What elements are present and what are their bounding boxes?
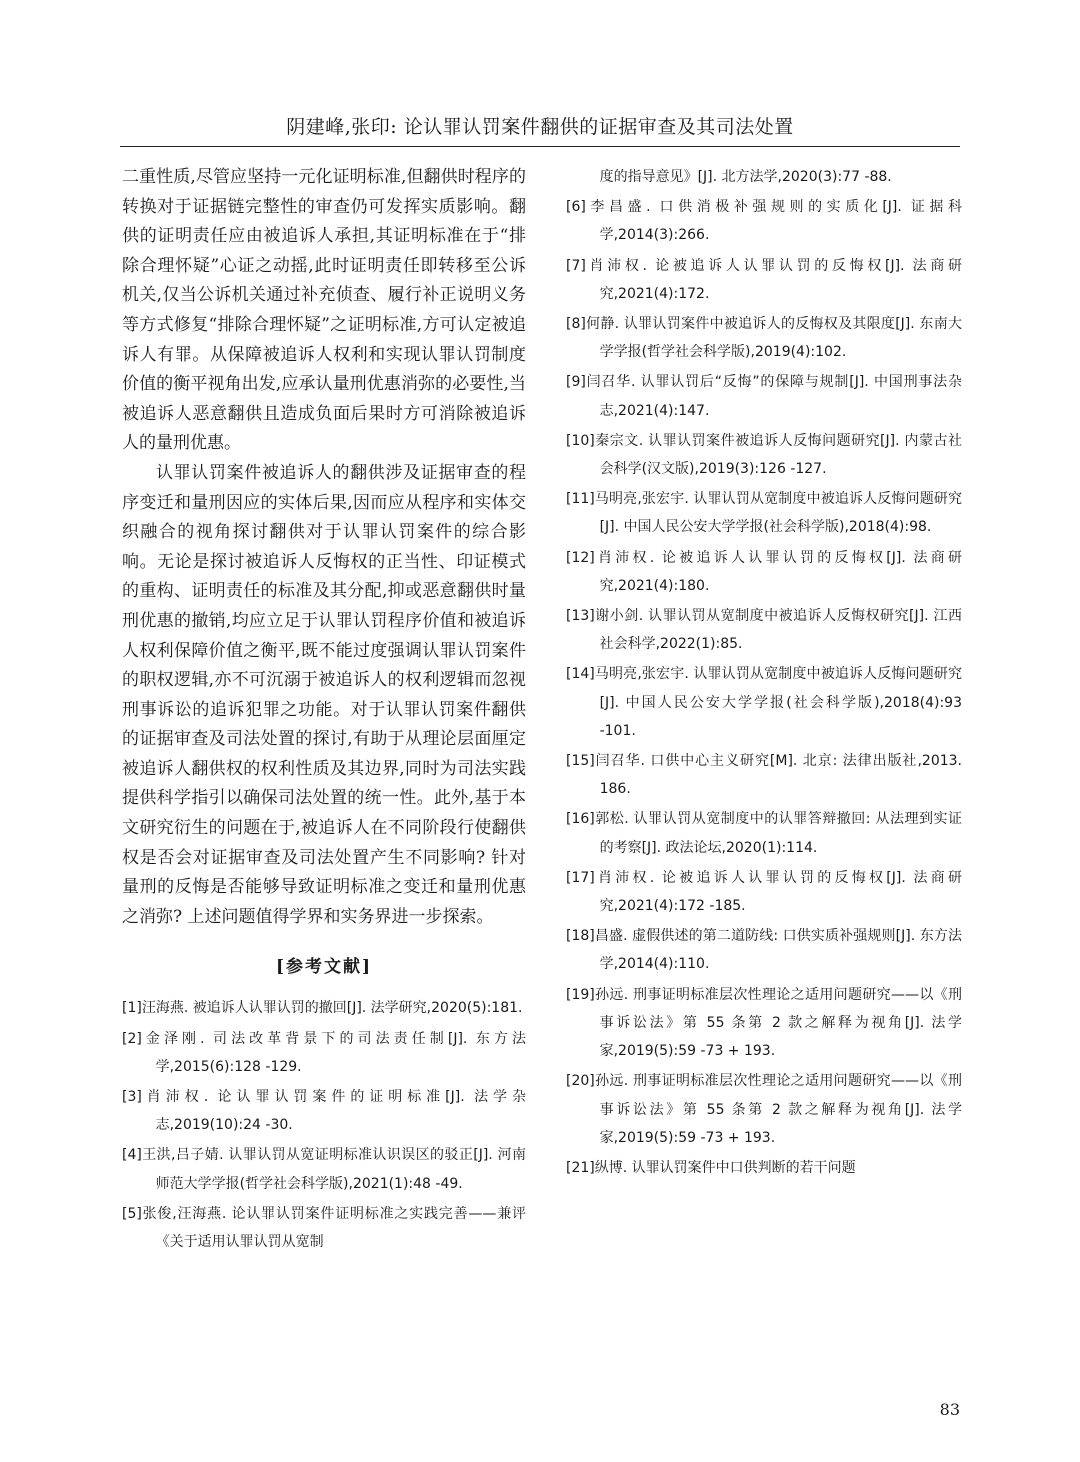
body-paragraph-2: 认罪认罚案件被追诉人的翻供涉及证据审查的程序变迁和量刑因应的实体后果,因而应从程序和实体交织融合的视角探讨翻供对于认罪认罚案件的综合影响。无论是探讨被追诉人反悔权的正当性、印证模式的重构、证明责任的标准及其分配,抑或恶意翻供时量刑优惠的撤销,均应立足于认罪认罚程序价值和被追诉人权利保障价值之衡平,既不能过度强调认罪认罚案件的职权逻辑,亦不可沉溺于被追诉人的权利逻辑而忽视刑事诉讼的追诉犯罪之功能。对于认罪认罚案件翻供的证据审查及司法处置的探讨,有助于从理论层面厘定被追诉人翻供权的权利性质及其边界,同时为司法实践提供科学指引以确保司法处置的统一性。此外,基于本文研究衍生的问题在于,被追诉人在不同阶段行使翻供权是否会对证据审查及司法处置产生不同影响? 针对量刑的反悔是否能够导致证明标准之变迁和量刑优惠之消弥? 上述问题值得学界和实务界进一步探索。 <box>122 462 526 927</box>
reference-item: [21]纵博. 认罪认罚案件中口供判断的若干问题 <box>566 1159 856 1176</box>
reference-item: [12]肖沛权. 论被追诉人认罪认罚的反悔权[J]. 法商研究,2021(4):180. <box>566 549 962 594</box>
reference-item: [2]金泽刚. 司法改革背景下的司法责任制[J]. 东方法学,2015(6):128 -129. <box>122 1030 526 1075</box>
running-header: 阴建峰,张印: 论认罪认罚案件翻供的证据审查及其司法处置 <box>286 116 794 138</box>
page-number: 83 <box>939 1400 960 1419</box>
reference-item: [7]肖沛权. 论被追诉人认罪认罚的反悔权[J]. 法商研究,2021(4):172. <box>566 257 962 302</box>
reference-item: [14]马明亮,张宏宇. 认罪认罚从宽制度中被追诉人反悔问题研究[J]. 中国人民公安大学学报(社会科学版),2018(4):93 -101. <box>566 666 962 739</box>
reference-item: [15]闫召华. 口供中心主义研究[M]. 北京: 法律出版社,2013. 186. <box>566 753 962 798</box>
body-paragraph-1: 二重性质,尽管应坚持一元化证明标准,但翻供时程序的转换对于证据链完整性的审查仍可发挥实质影响。翻供的证明责任应由被追诉人承担,其证明标准在于“排除合理怀疑”心证之动摇,此时证明责任即转移至公诉机关,仅当公诉机关通过补充侦查、履行补正说明义务等方式修复“排除合理怀疑”之证明标准,方可认定被追诉人有罪。从保障被追诉人权利和实现认罪认罚制度价值的衡平视角出发,应承认量刑优惠消弥的必要性,当被追诉人恶意翻供且造成负面后果时方可消除被追诉人的量刑优惠。 <box>122 167 526 454</box>
reference-item: [13]谢小剑. 认罪认罚从宽制度中被追诉人反悔权研究[J]. 江西社会科学,2022(1):85. <box>566 608 962 653</box>
reference-item: [4]王洪,吕子婧. 认罪认罚从宽证明标准认识误区的驳正[J]. 河南师范大学学报(哲学社会科学版),2021(1):48 -49. <box>122 1147 526 1192</box>
reference-item: [16]郭松. 认罪认罚从宽制度中的认罪答辩撤回: 从法理到实证的考察[J]. 政法论坛,2020(1):114. <box>566 811 962 856</box>
reference-item: [10]秦宗文. 认罪认罚案件被追诉人反悔问题研究[J]. 内蒙古社会科学(汉文版),2019(3):126 -127. <box>566 432 962 478</box>
reference-item: [9]闫召华. 认罪认罚后“反悔”的保障与规制[J]. 中国刑事法杂志,2021(4):147. <box>566 374 962 419</box>
reference-item: [19]孙远. 刑事证明标准层次性理论之适用问题研究——以《刑事诉讼法》第 55 条第 2 款之解释为视角[J]. 法学家,2019(5):59 -73 + 193. <box>566 986 962 1060</box>
left-column <box>122 163 526 1258</box>
reference-item: [8]何静. 认罪认罚案件中被追诉人的反悔权及其限度[J]. 东南大学学报(哲学社会科学版),2019(4):102. <box>566 316 962 361</box>
references-heading: [参考文献] <box>275 957 373 978</box>
reference-item: [1]汪海燕. 被追诉人认罪认罚的撤回[J]. 法学研究,2020(5):181. <box>122 1000 523 1017</box>
reference-item: [18]昌盛. 虚假供述的第二道防线: 口供实质补强规则[J]. 东方法学,2014(4):110. <box>566 928 962 973</box>
reference-item: [6]李昌盛. 口供消极补强规则的实质化[J]. 证据科学,2014(3):266. <box>566 199 962 244</box>
reference-item: [5]张俊,汪海燕. 论认罪认罚案件证明标准之实践完善——兼评《关于适用认罪认罚从宽制 <box>122 1205 526 1251</box>
right-column <box>566 163 962 1184</box>
header-rule <box>120 146 960 147</box>
reference-item: [11]马明亮,张宏宇. 认罪认罚从宽制度中被追诉人反悔问题研究[J]. 中国人民公安大学学报(社会科学版),2018(4):98. <box>566 491 962 536</box>
reference-item: [20]孙远. 刑事证明标准层次性理论之适用问题研究——以《刑事诉讼法》第 55 条第 2 款之解释为视角[J]. 法学家,2019(5):59 -73 + 193. <box>566 1073 962 1146</box>
reference-item-continued: 度的指导意见》[J]. 北方法学,2020(3):77 -88. <box>599 169 892 185</box>
reference-item: [17]肖沛权. 论被追诉人认罪认罚的反悔权[J]. 法商研究,2021(4):172 -185. <box>566 869 962 915</box>
reference-item: [3]肖沛权. 论认罪认罚案件的证明标准[J]. 法学杂志,2019(10):24 -30. <box>122 1089 526 1134</box>
